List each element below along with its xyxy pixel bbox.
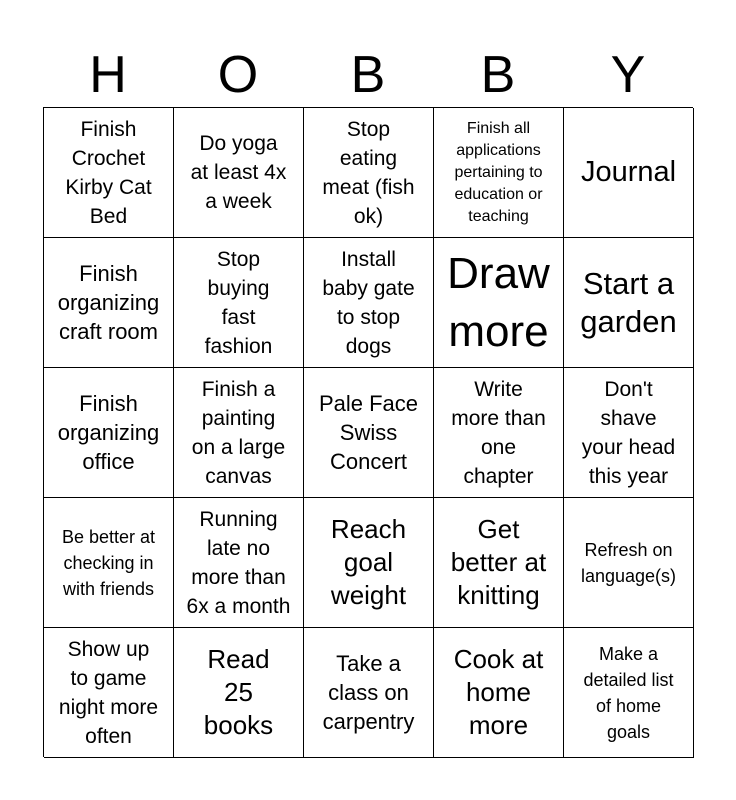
bingo-cell[interactable] — [304, 108, 434, 238]
bingo-cell[interactable] — [434, 108, 564, 238]
bingo-cell[interactable] — [174, 238, 304, 368]
cell-text: Write more than one chapter — [451, 377, 546, 488]
bingo-cell[interactable] — [564, 108, 694, 238]
bingo-cell[interactable] — [434, 238, 564, 368]
header-letter-y: Y — [610, 46, 646, 104]
header-letter-o: O — [217, 46, 259, 104]
bingo-cell[interactable] — [564, 368, 694, 498]
bingo-cell[interactable] — [44, 108, 174, 238]
bingo-cell[interactable] — [564, 238, 694, 368]
bingo-cell[interactable] — [44, 498, 174, 628]
bingo-cell[interactable] — [304, 368, 434, 498]
cell-text: Finish all applications pertaining to education or teaching — [454, 119, 543, 225]
cell-text: Journal — [580, 156, 677, 188]
bingo-cell[interactable] — [434, 498, 564, 628]
cell-text: Finish organizing office — [57, 391, 160, 474]
cell-text: Install baby gate to stop dogs — [322, 247, 415, 358]
cell-text: Stop eating meat (fish ok) — [322, 117, 415, 228]
bingo-cell[interactable] — [44, 238, 174, 368]
header-letter-b: B — [350, 46, 386, 104]
cell-text: Take a class on carpentry — [322, 651, 415, 734]
bingo-cell[interactable] — [564, 498, 694, 628]
cell-text: Don't shave your head this year — [581, 377, 676, 488]
cell-text: Running late no more than 6x a month — [186, 507, 291, 618]
bingo-cell[interactable] — [304, 498, 434, 628]
cell-text: Be better at checking in with friends — [61, 526, 156, 599]
bingo-cell[interactable] — [174, 108, 304, 238]
header-letter-b-2: B — [480, 46, 516, 104]
cell-text: Start a garden — [580, 265, 677, 339]
bingo-cell[interactable] — [304, 628, 434, 758]
bingo-cell[interactable] — [44, 368, 174, 498]
bingo-cell[interactable] — [44, 628, 174, 758]
cell-text: Stop buying fast fashion — [204, 247, 273, 358]
bingo-cell[interactable] — [304, 238, 434, 368]
cell-text: Draw more — [447, 248, 550, 356]
bingo-cell[interactable] — [174, 368, 304, 498]
cell-text: Show up to game night more often — [58, 637, 159, 748]
bingo-header — [43, 44, 693, 106]
cell-text: Cook at home more — [453, 644, 544, 740]
bingo-board — [43, 107, 693, 757]
bingo-cell[interactable] — [174, 628, 304, 758]
cell-text: Pale Face Swiss Concert — [318, 391, 419, 474]
header-letter-h: H — [89, 46, 127, 104]
cell-text: Get better at knitting — [450, 514, 547, 610]
bingo-cell[interactable] — [564, 628, 694, 758]
cell-text: Finish a painting on a large canvas — [191, 377, 286, 488]
cell-text: Reach goal weight — [330, 514, 407, 610]
cell-text: Refresh on language(s) — [580, 539, 677, 586]
cell-text: Read 25 books — [203, 644, 274, 740]
cell-text: Finish Crochet Kirby Cat Bed — [65, 117, 152, 228]
cell-text: Do yoga at least 4x a week — [190, 132, 287, 213]
bingo-cell[interactable] — [434, 368, 564, 498]
cell-text: Make a detailed list of home goals — [583, 643, 674, 742]
cell-text: Finish organizing craft room — [57, 261, 160, 344]
bingo-cell[interactable] — [174, 498, 304, 628]
bingo-cell[interactable] — [434, 628, 564, 758]
